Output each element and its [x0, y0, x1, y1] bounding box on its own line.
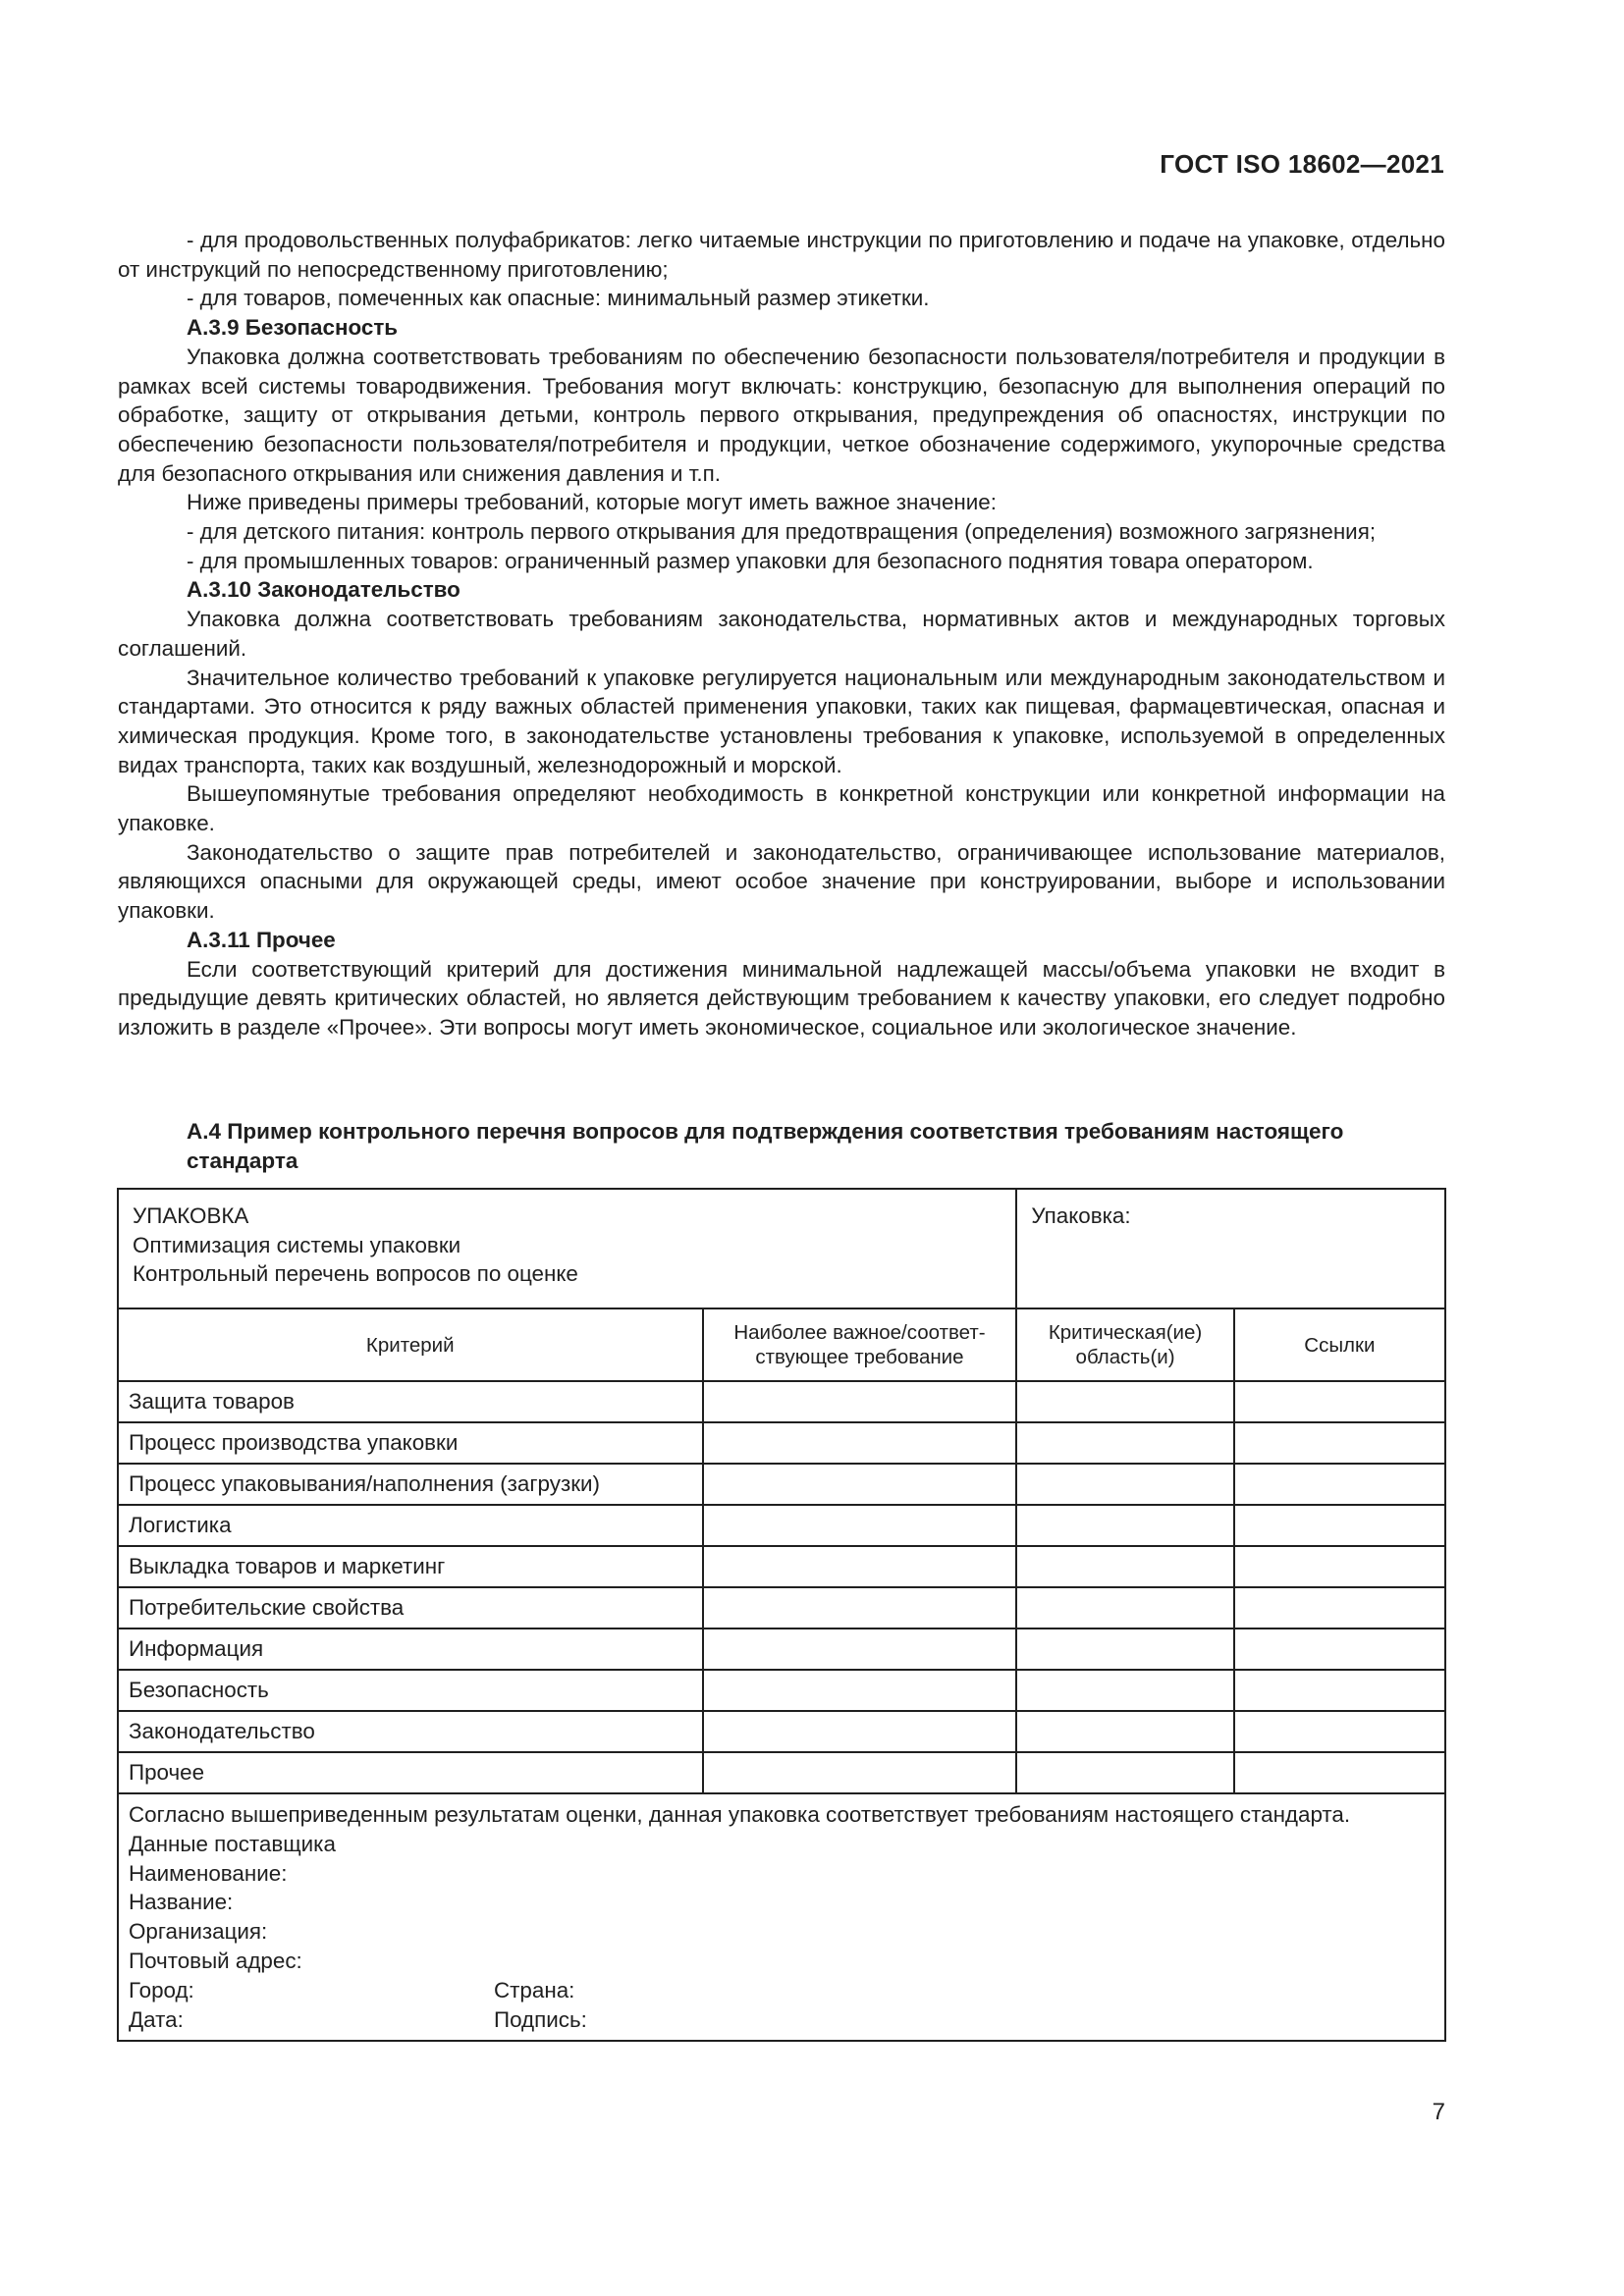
page-number: 7 [1432, 2099, 1445, 2125]
country-field-label: Страна: [494, 1977, 575, 2002]
requirement-cell[interactable] [703, 1711, 1017, 1752]
paragraph: Значительное количество требований к упаковке регулируется национальным или международным законодательством и стандартами. Это относится к ряду важных областей применения упаковки, таких как пищевая, фармацевтическая, опасная и химическая продукция. Кроме того, в законодательстве установлены требования к упаковке, используемой в определенных видах транспорта, таких как воздушный, железнодорожный и морской. [118, 665, 1445, 777]
table-top-row [118, 1189, 1445, 1308]
references-cell[interactable] [1234, 1381, 1445, 1422]
paragraph: - для продовольственных полуфабрикатов: легко читаемые инструкции по приготовлению и подаче на упаковке, отдельно от инструкций по непосредственному приготовлению; [118, 228, 1445, 282]
table-footer-row [118, 1793, 1445, 2041]
document-code: ГОСТ ISO 18602—2021 [1160, 149, 1444, 179]
table-row [118, 1464, 1445, 1505]
criterion-cell: Логистика [118, 1505, 703, 1546]
date-signature-line [129, 2005, 1435, 2035]
title-field-label: Название: [129, 1890, 234, 1915]
column-header-line: Наиболее важное/соответ- [733, 1321, 986, 1344]
table-row [118, 1752, 1445, 1793]
references-cell[interactable] [1234, 1711, 1445, 1752]
requirement-cell[interactable] [703, 1464, 1017, 1505]
critical-area-cell[interactable] [1016, 1505, 1233, 1546]
signature-field-label: Подпись: [494, 2006, 587, 2032]
critical-area-cell[interactable] [1016, 1752, 1233, 1793]
column-header-critical-area [1016, 1308, 1233, 1381]
requirement-cell[interactable] [703, 1381, 1017, 1422]
address-field-label: Почтовый адрес: [129, 1948, 302, 1973]
references-cell[interactable] [1234, 1546, 1445, 1587]
references-cell[interactable] [1234, 1752, 1445, 1793]
paragraph: Законодательство о защите прав потребителей и законодательство, ограничивающее использование материалов, являющихся опасными для окружающей среды, имеют особое значение при конструировании, выборе и использовании упаковки. [118, 839, 1445, 924]
table-row [118, 1587, 1445, 1629]
section-heading-a4: А.4 Пример контрольного перечня вопросов для подтверждения соответствия требованиям настоящего стандарта [187, 1119, 1344, 1173]
critical-area-cell[interactable] [1016, 1711, 1233, 1752]
checklist-table [117, 1188, 1446, 2042]
critical-area-cell[interactable] [1016, 1629, 1233, 1670]
references-cell[interactable] [1234, 1587, 1445, 1629]
references-cell[interactable] [1234, 1422, 1445, 1464]
criterion-cell: Прочее [118, 1752, 703, 1793]
paragraph: Если соответствующий критерий для достижения минимальной надлежащей массы/объема упаковки не входит в предыдущие девять критических областей, но является действующим требованием к качеству упаковки, его следует подробно изложить в разделе «Прочее». Эти вопросы могут иметь экономическое, социальное или экологическое значение. [118, 956, 1445, 1040]
requirement-cell[interactable] [703, 1505, 1017, 1546]
section-heading-a311: А.3.11 Прочее [187, 927, 336, 952]
requirement-cell[interactable] [703, 1587, 1017, 1629]
packaging-checklist-label: Контрольный перечень вопросов по оценке [133, 1261, 578, 1286]
paragraph: - для детского питания: контроль первого открывания для предотвращения (определения) возможного загрязнения; [187, 519, 1377, 545]
column-header-references [1234, 1308, 1445, 1381]
critical-area-cell[interactable] [1016, 1587, 1233, 1629]
critical-area-cell[interactable] [1016, 1422, 1233, 1464]
references-cell[interactable] [1234, 1670, 1445, 1711]
city-field-label: Город: [129, 1977, 194, 2002]
table-row [118, 1422, 1445, 1464]
paragraph: Упаковка должна соответствовать требованиям по обеспечению безопасности пользователя/потребителя и продукции в рамках всей системы товародвижения. Требования могут включать: конструкцию, безопасную для выполнения операций по обработке, защиту от открывания детьми, контроль первого открывания, предупреждения об опасностях, инструкции по обеспечению безопасности пользователя/потребителя и продукции, четкое обозначение содержимого, укупорочные средства для безопасного открывания или снижения давления и т.п. [118, 344, 1445, 486]
paragraph: - для промышленных товаров: ограниченный размер упаковки для безопасного поднятия товара оператором. [187, 548, 1314, 573]
references-cell[interactable] [1234, 1505, 1445, 1546]
compliance-statement: Согласно вышеприведенным результатам оценки, данная упаковка соответствует требованиям настоящего стандарта. [129, 1802, 1351, 1827]
city-country-line [129, 1976, 1435, 2005]
organization-field-label: Организация: [129, 1919, 268, 1945]
table-row [118, 1381, 1445, 1422]
references-cell[interactable] [1234, 1464, 1445, 1505]
column-header-label: Ссылки [1304, 1333, 1376, 1357]
table-row [118, 1505, 1445, 1546]
packaging-field-label: Упаковка: [1031, 1203, 1131, 1228]
column-header-label: Критерий [365, 1333, 455, 1357]
packaging-field-cell [1016, 1189, 1445, 1308]
criterion-cell: Выкладка товаров и маркетинг [118, 1546, 703, 1587]
criterion-cell: Защита товаров [118, 1381, 703, 1422]
table-row [118, 1546, 1445, 1587]
criterion-cell: Информация [118, 1629, 703, 1670]
section-heading-a39: А.3.9 Безопасность [187, 315, 399, 341]
supplier-data-cell [118, 1793, 1445, 2041]
requirement-cell[interactable] [703, 1629, 1017, 1670]
column-header-line: ствующее требование [755, 1346, 964, 1368]
requirement-cell[interactable] [703, 1422, 1017, 1464]
critical-area-cell[interactable] [1016, 1381, 1233, 1422]
table-row [118, 1711, 1445, 1752]
column-header-criterion [118, 1308, 703, 1381]
packaging-info-cell [118, 1189, 1016, 1308]
critical-area-cell[interactable] [1016, 1546, 1233, 1587]
criterion-cell: Процесс производства упаковки [118, 1422, 703, 1464]
column-header-line: область(и) [1075, 1346, 1175, 1368]
criterion-cell: Потребительские свойства [118, 1587, 703, 1629]
criterion-cell: Безопасность [118, 1670, 703, 1711]
column-header-requirement [703, 1308, 1017, 1381]
name-field-label: Наименование: [129, 1860, 288, 1886]
requirement-cell[interactable] [703, 1670, 1017, 1711]
paragraph: Упаковка должна соответствовать требованиям законодательства, нормативных актов и международных торговых соглашений. [118, 607, 1445, 661]
critical-area-cell[interactable] [1016, 1464, 1233, 1505]
packaging-subtitle: Оптимизация системы упаковки [133, 1232, 461, 1257]
table-header-row [118, 1308, 1445, 1381]
criterion-cell: Законодательство [118, 1711, 703, 1752]
section-heading-a310: А.3.10 Законодательство [187, 577, 460, 603]
requirement-cell[interactable] [703, 1752, 1017, 1793]
body-text [118, 226, 1445, 1042]
criterion-cell: Процесс упаковывания/наполнения (загрузки) [118, 1464, 703, 1505]
packaging-title: УПАКОВКА [133, 1203, 249, 1228]
column-header-line: Критическая(ие) [1048, 1321, 1203, 1344]
table-row [118, 1629, 1445, 1670]
supplier-data-label: Данные поставщика [129, 1831, 336, 1856]
date-field-label: Дата: [129, 2006, 184, 2032]
requirement-cell[interactable] [703, 1546, 1017, 1587]
table-row [118, 1670, 1445, 1711]
paragraph: Вышеупомянутые требования определяют необходимость в конкретной конструкции или конкретной информации на упаковке. [118, 781, 1445, 836]
paragraph: - для товаров, помеченных как опасные: минимальный размер этикетки. [187, 286, 930, 311]
paragraph: Ниже приведены примеры требований, которые могут иметь важное значение: [187, 490, 997, 515]
references-cell[interactable] [1234, 1629, 1445, 1670]
critical-area-cell[interactable] [1016, 1670, 1233, 1711]
